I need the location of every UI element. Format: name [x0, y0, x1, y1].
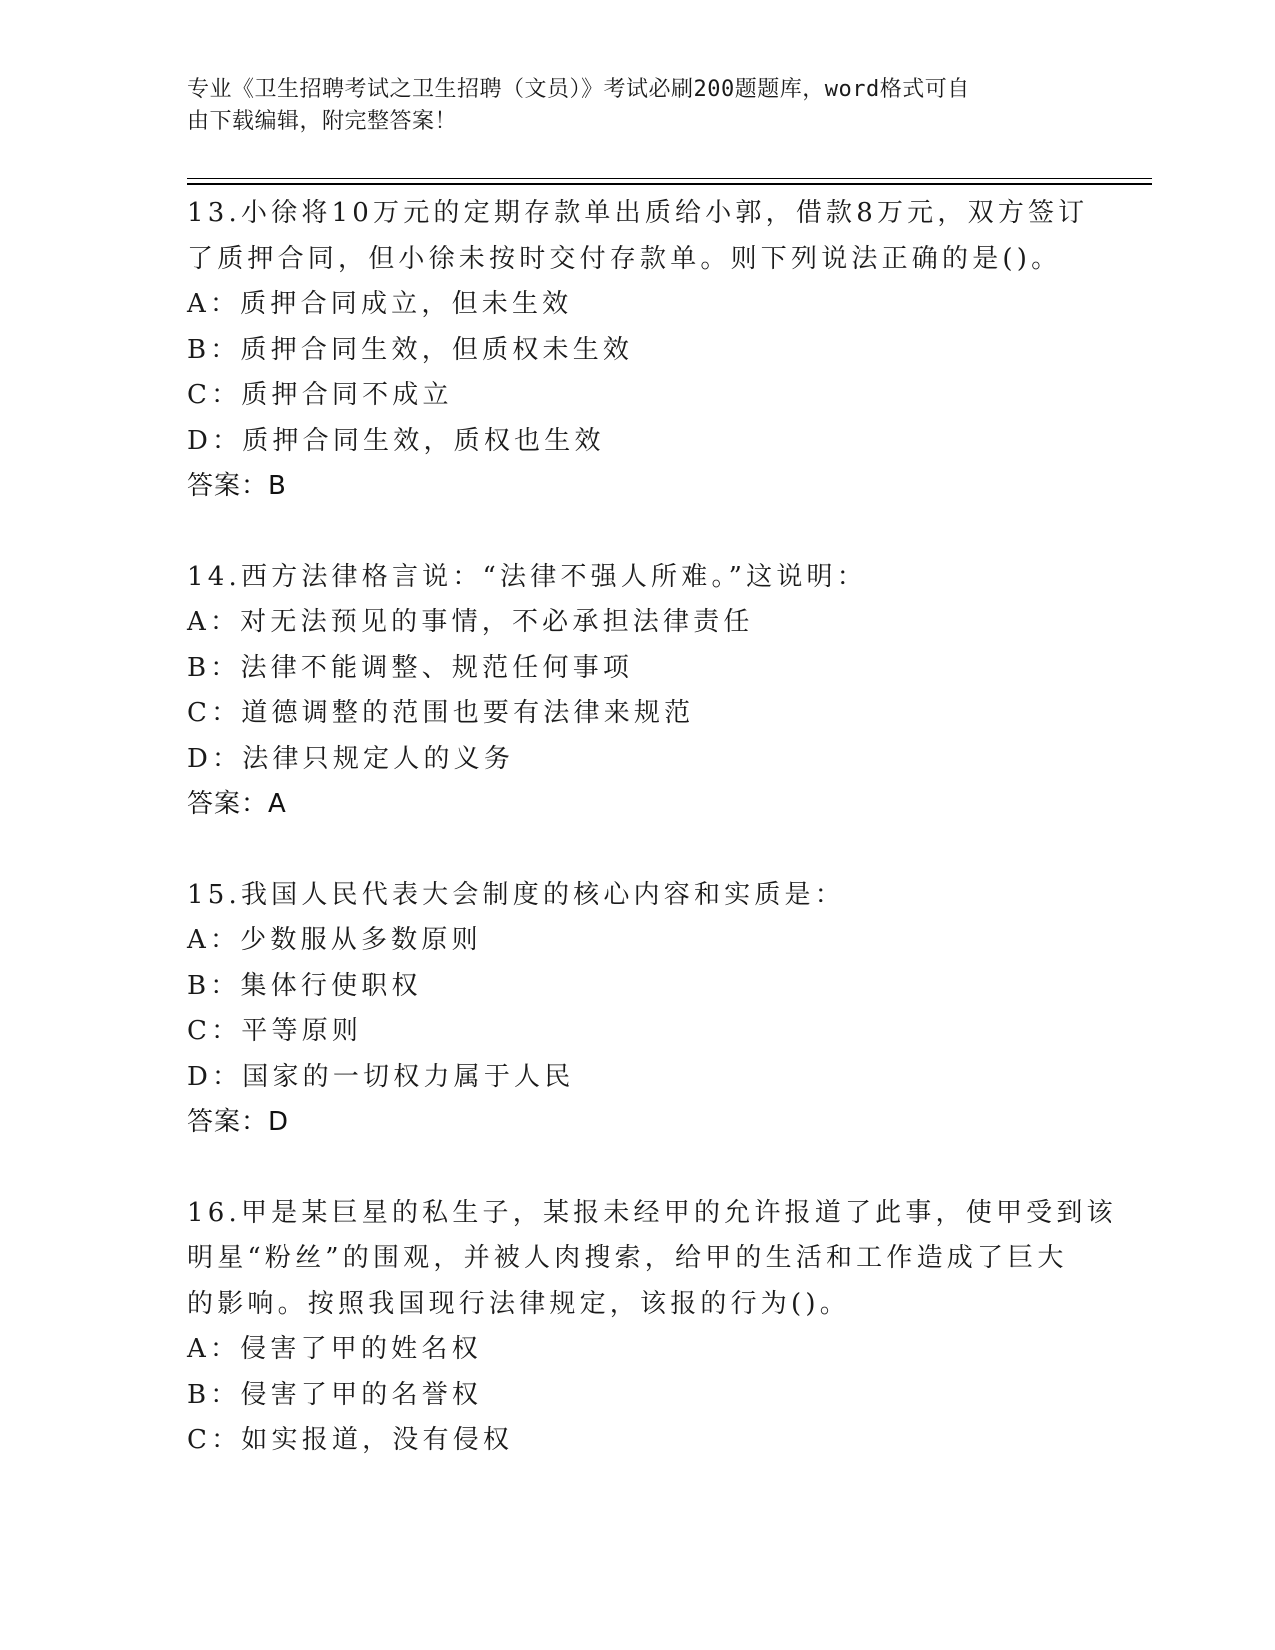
option-d: D：质押合同生效，质权也生效	[187, 425, 605, 456]
option-d: D：法律只规定人的义务	[187, 743, 515, 774]
question-stem-line: 13.小徐将10万元的定期存款单出质给小郭，借款8万元，双方签订	[187, 198, 1089, 228]
header-line-2: 由下载编辑，附完整答案！	[187, 109, 458, 134]
option-c: C：道德调整的范围也要有法律来规范	[187, 698, 695, 728]
question-14	[187, 555, 1087, 828]
answer-line: 答案：D	[187, 1107, 290, 1137]
option-a: A：少数服从多数原则	[187, 925, 482, 955]
question-stem-line: 了质押合同，但小徐未按时交付存款单。则下列说法正确的是()。	[187, 243, 1062, 274]
answer-line: 答案：A	[187, 789, 287, 819]
question-15	[187, 873, 1087, 1146]
option-a: A：侵害了甲的姓名权	[187, 1334, 482, 1364]
option-d: D：国家的一切权力属于人民	[187, 1061, 575, 1092]
option-a: A：质押合同成立，但未生效	[187, 289, 573, 319]
question-16	[187, 1191, 1117, 1464]
question-stem-line: 的影响。按照我国现行法律规定，该报的行为()。	[187, 1288, 850, 1319]
answer-line: 答案：B	[187, 471, 287, 501]
option-b: B：集体行使职权	[187, 970, 422, 1001]
header-line-1: 专业《卫生招聘考试之卫生招聘（文员）》考试必刷200题题库，word格式可自	[187, 77, 970, 102]
question-13	[187, 191, 1087, 510]
header-divider-thin	[187, 178, 1152, 179]
option-b: B：侵害了甲的名誉权	[187, 1379, 483, 1410]
option-c: C：如实报道，没有侵权	[187, 1425, 514, 1455]
option-a: A：对无法预见的事情，不必承担法律责任	[187, 607, 754, 637]
option-c: C：平等原则	[187, 1016, 363, 1046]
question-stem-line: 14.西方法律格言说：“法律不强人所难。”这说明：	[187, 561, 867, 592]
question-stem-line: 明星“粉丝”的围观，并被人肉搜索，给甲的生活和工作造成了巨大	[187, 1243, 1068, 1273]
option-c: C：质押合同不成立	[187, 380, 453, 410]
option-b: B：质押合同生效，但质权未生效	[187, 334, 634, 365]
question-list	[187, 191, 1117, 1509]
option-b: B：法律不能调整、规范任何事项	[187, 652, 634, 683]
header-divider-thick	[187, 183, 1152, 185]
document-header	[187, 74, 1067, 138]
question-stem-line: 15.我国人民代表大会制度的核心内容和实质是：	[187, 879, 845, 910]
question-stem-line: 16.甲是某巨星的私生子，某报未经甲的允许报道了此事，使甲受到该	[187, 1197, 1117, 1228]
